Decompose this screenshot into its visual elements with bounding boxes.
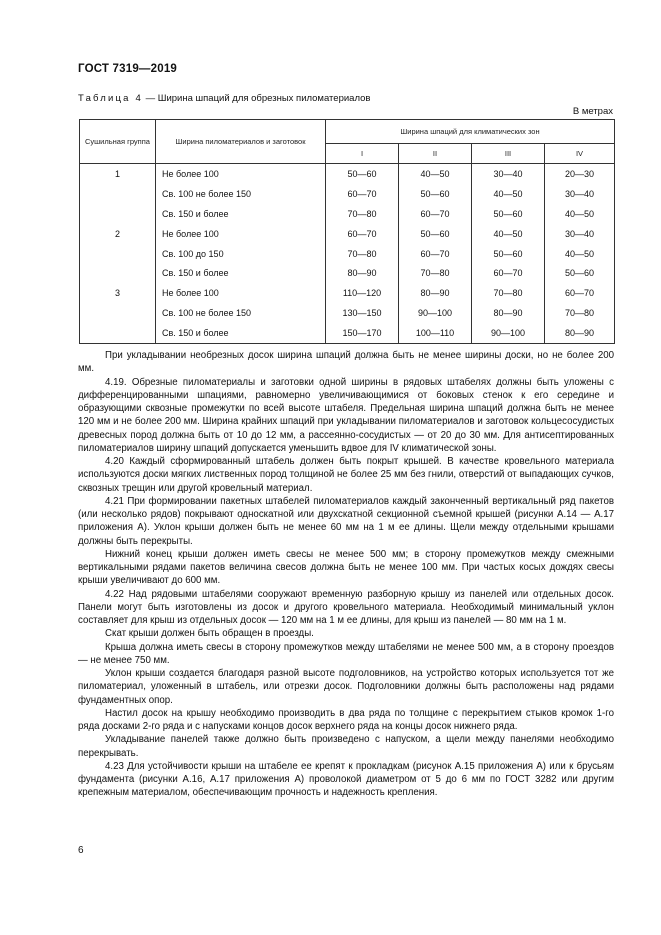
cell-zone-4: 50—60 bbox=[545, 263, 615, 283]
cell-drying-group: 3 bbox=[80, 283, 156, 303]
cell-material-width: Не более 100 bbox=[156, 164, 326, 184]
paragraph: Скат крыши должен быть обращен в проезды. bbox=[105, 628, 314, 640]
cell-material-width: Не более 100 bbox=[156, 283, 326, 303]
header-zone-2: II bbox=[399, 144, 472, 164]
cell-zone-1: 110—120 bbox=[326, 283, 399, 303]
cell-zone-1: 70—80 bbox=[326, 204, 399, 224]
cell-zone-2: 80—90 bbox=[399, 283, 472, 303]
cell-material-width: Не более 100 bbox=[156, 224, 326, 244]
cell-zone-3: 60—70 bbox=[472, 263, 545, 283]
paragraph: 4.23 Для устойчивости крыши на штабеле ее крепят к прокладкам (рисунок А.15 приложения А) или к брусьям фундамента (рисунки А.16, А.17 приложения А) проволокой диаметром от 5 до 6 мм по ГОСТ 3282 или другим крепежным материалом, обеспечивающим прочность и надежность крепления. bbox=[78, 760, 614, 799]
cell-zone-3: 40—50 bbox=[472, 224, 545, 244]
table-row bbox=[80, 164, 615, 184]
table-row bbox=[80, 244, 615, 264]
cell-zone-4: 70—80 bbox=[545, 303, 615, 323]
cell-zone-4: 80—90 bbox=[545, 323, 615, 343]
cell-zone-3: 90—100 bbox=[472, 323, 545, 343]
cell-zone-2: 50—60 bbox=[399, 184, 472, 204]
cell-material-width: Св. 150 и более bbox=[156, 204, 326, 224]
table-row bbox=[80, 224, 615, 244]
paragraph: 4.20 Каждый сформированный штабель должен быть покрыт крышей. В качестве кровельного материала используются доски мягких лиственных пород толщиной не более 25 мм без гнили, отверстий от выпадающих сучков, сквозных трещин или другой кровельный материал. bbox=[78, 456, 614, 494]
spacing-table bbox=[79, 119, 615, 344]
body-text bbox=[78, 349, 614, 800]
cell-drying-group: 1 bbox=[80, 164, 156, 184]
table-body bbox=[80, 164, 615, 344]
cell-zone-3: 80—90 bbox=[472, 303, 545, 323]
cell-zone-1: 130—150 bbox=[326, 303, 399, 323]
table-row bbox=[80, 303, 615, 323]
cell-drying-group bbox=[80, 204, 156, 224]
cell-zone-2: 60—70 bbox=[399, 244, 472, 264]
cell-zone-4: 30—40 bbox=[545, 184, 615, 204]
cell-material-width: Св. 150 и более bbox=[156, 323, 326, 343]
cell-zone-4: 40—50 bbox=[545, 204, 615, 224]
cell-material-width: Св. 150 и более bbox=[156, 263, 326, 283]
cell-material-width: Св. 100 не более 150 bbox=[156, 303, 326, 323]
paragraph: Нижний конец крыши должен иметь свесы не менее 500 мм; в сторону промежутков между смежными вертикальными рядами пакетов величина свесов должна быть не менее 100 мм. При частых косых дождях свесы крыши увеличивают до 600 мм. bbox=[78, 548, 614, 587]
cell-material-width: Св. 100 до 150 bbox=[156, 244, 326, 264]
header-climate-zones: Ширина шпаций для климатических зон bbox=[326, 120, 615, 144]
cell-zone-1: 70—80 bbox=[326, 244, 399, 264]
table-row bbox=[80, 263, 615, 283]
header-drying-group: Сушильная группа bbox=[80, 120, 156, 164]
cell-zone-3: 70—80 bbox=[472, 283, 545, 303]
cell-zone-2: 100—110 bbox=[399, 323, 472, 343]
cell-drying-group: 2 bbox=[80, 224, 156, 244]
table-row bbox=[80, 204, 615, 224]
paragraph: 4.19. Обрезные пиломатериалы и заготовки одной ширины в рядовых штабелях должны быть уложены с дифференцированными шпациями, равномерно увеличивающимися от боковых стенок к его середине и образующими сквозные промежутки по всей высоте штабеля. Предельная ширина шпаций должна быть не менее 120 мм и не более 200 мм. Ширина крайних шпаций при укладывании пиломатериалов и заготовок кольцесосудистых древесных пород должна быть от 10 до 12 мм, а рассеянно-сосудистых — от 20 до 30 мм. Для антисептированных пиломатериалов ширину шпаций допускается уменьшить вдвое для IV климатической зоны. bbox=[78, 376, 614, 454]
header-zone-4: IV bbox=[545, 144, 615, 164]
table-caption bbox=[78, 93, 370, 104]
header-material-width: Ширина пиломатериалов и заготовок bbox=[156, 120, 326, 164]
cell-zone-2: 40—50 bbox=[399, 164, 472, 184]
table-row bbox=[80, 283, 615, 303]
cell-zone-3: 50—60 bbox=[472, 244, 545, 264]
cell-zone-4: 60—70 bbox=[545, 283, 615, 303]
paragraph: 4.21 При формировании пакетных штабелей пиломатериалов каждый законченный вертикальный ряд пакетов (или несколько рядов) покрывают односкатной или двухскатной секционной съемной крышей (рисунки А.14 — А.17 приложения А). Уклон крыши должен быть не менее 60 мм на 1 м ее длины. Щели между отдельными крышами должны быть перекрыты. bbox=[78, 495, 614, 547]
cell-zone-1: 80—90 bbox=[326, 263, 399, 283]
cell-drying-group bbox=[80, 244, 156, 264]
cell-zone-2: 90—100 bbox=[399, 303, 472, 323]
cell-zone-1: 60—70 bbox=[326, 184, 399, 204]
paragraph: Укладывание панелей также должно быть произведено с напуском, а щели между панелями необходимо перекрывать. bbox=[78, 734, 614, 759]
table-caption-label: Таблица 4 bbox=[78, 93, 143, 104]
cell-zone-4: 30—40 bbox=[545, 224, 615, 244]
cell-drying-group bbox=[80, 323, 156, 343]
cell-zone-3: 50—60 bbox=[472, 204, 545, 224]
cell-zone-3: 30—40 bbox=[472, 164, 545, 184]
cell-zone-2: 60—70 bbox=[399, 204, 472, 224]
header-zone-3: III bbox=[472, 144, 545, 164]
table-row bbox=[80, 184, 615, 204]
cell-zone-2: 70—80 bbox=[399, 263, 472, 283]
paragraph: Настил досок на крышу необходимо производить в два ряда по толщине с перекрытием стыков кромок 1-го ряда досками 2-го ряда и с напусками концов досок верхнего ряда на концы досок нижнего ряда. bbox=[78, 707, 614, 732]
table-row bbox=[80, 323, 615, 343]
cell-zone-1: 50—60 bbox=[326, 164, 399, 184]
cell-drying-group bbox=[80, 303, 156, 323]
paragraph: При укладывании необрезных досок ширина шпаций должна быть не менее ширины доски, но не более 200 мм. bbox=[78, 350, 614, 375]
paragraph: 4.22 Над рядовыми штабелями сооружают временную разборную крышу из панелей или отдельных досок. Панели могут быть изготовлены из досок и другого кровельного материала. Необходимый минимальный уклон составляет для крыш из отдельных досок — 120 мм на 1 м ее длины, для крыш из панелей — 80 мм на 1 м. bbox=[78, 588, 614, 626]
cell-zone-1: 60—70 bbox=[326, 224, 399, 244]
table-caption-text: — Ширина шпаций для обрезных пиломатериалов bbox=[142, 93, 371, 104]
paragraph: Уклон крыши создается благодаря разной высоте подголовников, на устройство которых используется тот же пиломатериал, уложенный в штабель, или отрезки досок. Подголовники должны быть расположены над рядами фундаментных опор. bbox=[78, 668, 614, 706]
cell-drying-group bbox=[80, 184, 156, 204]
cell-zone-3: 40—50 bbox=[472, 184, 545, 204]
header-zone-1: I bbox=[326, 144, 399, 164]
cell-drying-group bbox=[80, 263, 156, 283]
cell-material-width: Св. 100 не более 150 bbox=[156, 184, 326, 204]
paragraph: Крыша должна иметь свесы в сторону промежутков между штабелями не менее 500 мм, а в сторону проездов — не менее 750 мм. bbox=[78, 641, 614, 666]
cell-zone-2: 50—60 bbox=[399, 224, 472, 244]
page-number: 6 bbox=[78, 845, 84, 856]
document-code: ГОСТ 7319—2019 bbox=[78, 63, 178, 75]
cell-zone-1: 150—170 bbox=[326, 323, 399, 343]
table-units: В метрах bbox=[572, 106, 613, 117]
cell-zone-4: 40—50 bbox=[545, 244, 615, 264]
cell-zone-4: 20—30 bbox=[545, 164, 615, 184]
